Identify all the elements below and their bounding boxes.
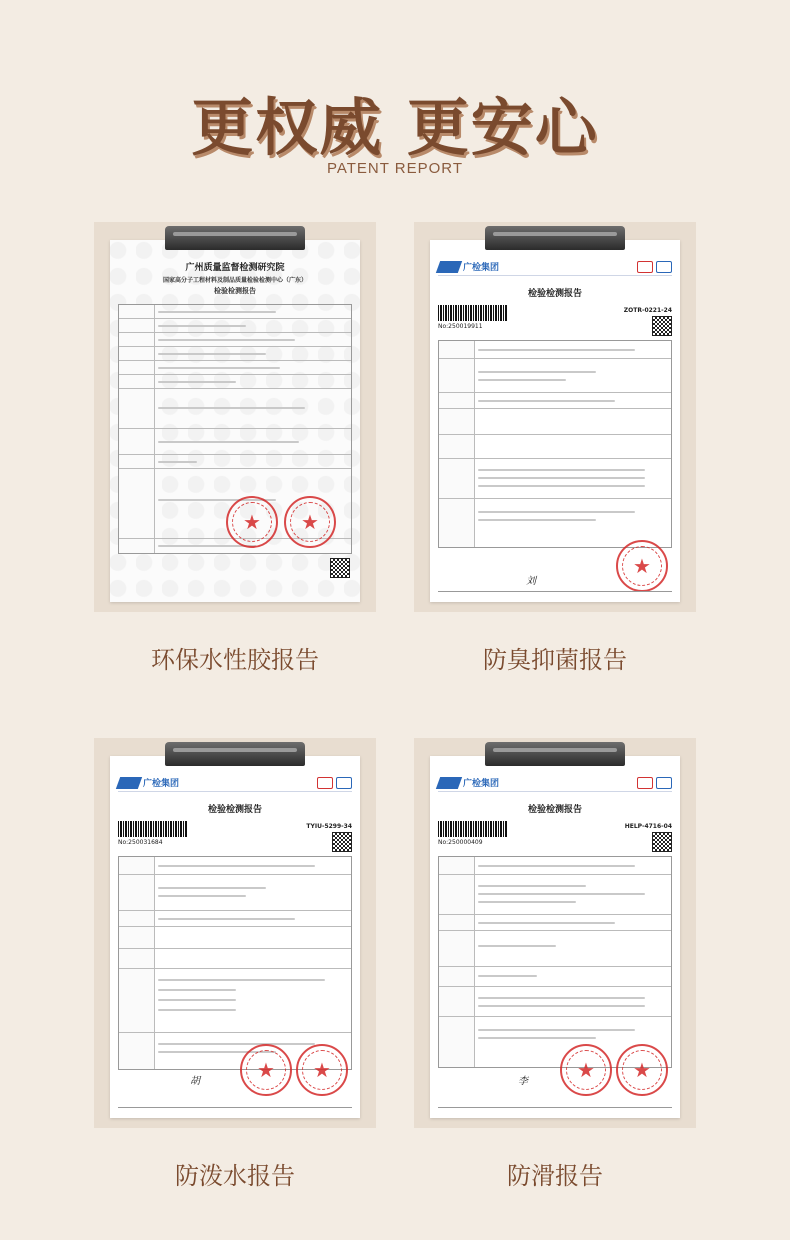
clipboard-clip-icon — [485, 226, 625, 250]
brand-name: 广检集团 — [463, 263, 500, 273]
report-document — [430, 240, 680, 602]
report-document — [110, 756, 360, 1118]
qr-code-icon — [330, 558, 350, 578]
report-issuer: 广州质量监督检测研究院 — [185, 263, 285, 273]
gttc-logo-icon — [436, 777, 462, 789]
report-org: 国家高分子工程材料及制品质量检验检测中心（广东） — [162, 277, 307, 284]
report-card-anti-slip — [414, 738, 696, 1128]
signature: 胡 — [190, 1076, 200, 1087]
caption-eco-glue: 环保水性胶报告 — [151, 646, 319, 674]
official-seal-icon: ★ — [616, 1044, 668, 1096]
qr-code-icon — [652, 832, 672, 852]
cert-number: ZOTR-0221-24 — [623, 307, 672, 314]
official-seal-icon: ★ — [240, 1044, 292, 1096]
report-title: 检验检测报告 — [214, 287, 256, 295]
report-number: No:250031684 — [118, 839, 163, 846]
page-subtitle: PATENT REPORT — [326, 160, 464, 177]
cnas-mark-icon — [336, 777, 352, 789]
caption-water-repellent: 防泼水报告 — [175, 1162, 295, 1190]
ilac-mark-icon — [317, 777, 333, 789]
report-document — [110, 240, 360, 602]
clipboard-clip-icon — [485, 742, 625, 766]
report-number: No:250000409 — [438, 839, 483, 846]
report-card-eco-glue — [94, 222, 376, 612]
gttc-logo-icon — [436, 261, 462, 273]
report-table — [118, 856, 352, 1070]
barcode-icon — [118, 821, 188, 837]
official-seal-icon: ★ — [296, 1044, 348, 1096]
gttc-logo-icon — [116, 777, 142, 789]
report-document — [430, 756, 680, 1118]
cert-number: HELP-4716-04 — [624, 823, 672, 830]
official-seal-icon: ★ — [284, 496, 336, 548]
report-number: No:250019911 — [438, 323, 483, 330]
clipboard-clip-icon — [165, 742, 305, 766]
report-card-water-repellent — [94, 738, 376, 1128]
brand-name: 广检集团 — [463, 779, 500, 789]
official-seal-icon: ★ — [226, 496, 278, 548]
official-seal-icon: ★ — [560, 1044, 612, 1096]
page-title: 更权威 更安心 — [191, 91, 599, 164]
barcode-icon — [438, 305, 508, 321]
ilac-mark-icon — [637, 777, 653, 789]
report-table — [438, 856, 672, 1068]
cnas-mark-icon — [656, 261, 672, 273]
report-card-antibacterial — [414, 222, 696, 612]
cert-number: TYIU-5299-34 — [306, 823, 352, 830]
official-seal-icon: ★ — [616, 540, 668, 592]
brand-name: 广检集团 — [143, 779, 180, 789]
ilac-mark-icon — [637, 261, 653, 273]
report-title: 检验检测报告 — [207, 805, 262, 815]
report-title: 检验检测报告 — [527, 805, 582, 815]
cnas-mark-icon — [656, 777, 672, 789]
qr-code-icon — [652, 316, 672, 336]
qr-code-icon — [332, 832, 352, 852]
signature: 李 — [518, 1076, 528, 1087]
report-title: 检验检测报告 — [527, 289, 582, 299]
caption-anti-slip: 防滑报告 — [507, 1162, 603, 1190]
barcode-icon — [438, 821, 508, 837]
clipboard-clip-icon — [165, 226, 305, 250]
caption-antibacterial: 防臭抑菌报告 — [483, 646, 627, 674]
report-table — [438, 340, 672, 548]
signature: 刘 — [526, 576, 536, 587]
